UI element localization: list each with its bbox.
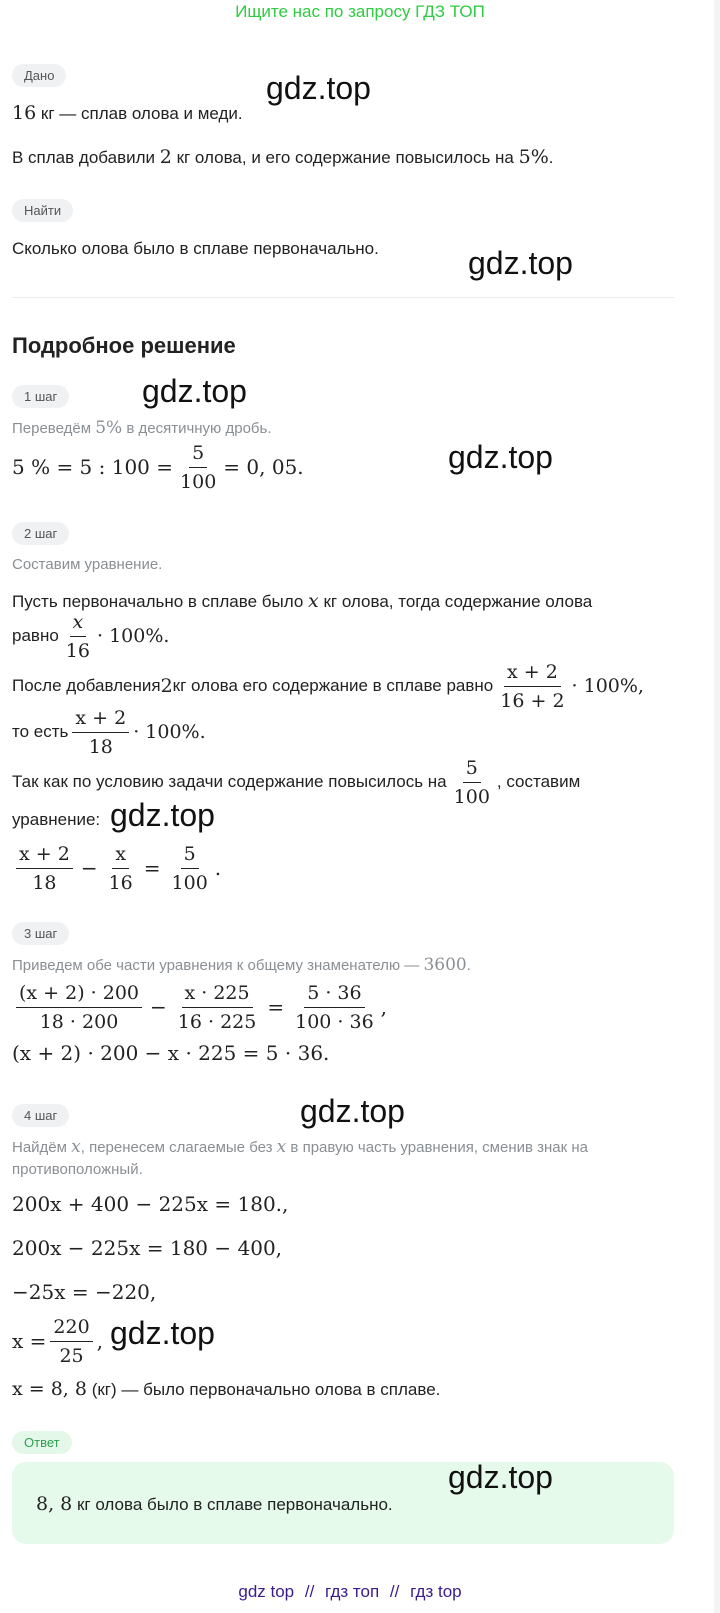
step-4-line-3: −25x = −220, xyxy=(12,1280,157,1304)
fraction: $\frac{5}{100}$ xyxy=(180,441,217,493)
watermark: gdz.top xyxy=(448,439,553,475)
footer-link-gdz-top-mixed[interactable]: гдз top xyxy=(410,1582,462,1601)
step-3-badge: 3 шаг xyxy=(12,922,69,945)
step-1-equation: 5 % = 5 : 100 = $\frac{5}{100}$ = 0, 05. xyxy=(12,441,304,493)
step-3-line-2: (x + 2) · 200 − x · 225 = 5 · 36. xyxy=(12,1041,330,1065)
scrollbar[interactable] xyxy=(714,0,720,1613)
step-3-equation: $\frac{(x + 2) \cdot 200}{18 \cdot 200}$ − $\frac{x \cdot 225}{16 \cdot 225}$ = $\frac{5 \cdot 36}{100 \cdot 36}$ , xyxy=(12,980,387,1034)
fraction: $\frac{x}{16}$ xyxy=(108,842,133,894)
step-2-p3: то есть $\frac{x + 2}{18}$ · 100%. xyxy=(12,706,206,758)
fraction: $\frac{x \cdot 225}{16 \cdot 225}$ xyxy=(177,981,257,1033)
fraction: $\frac{x + 2}{16 + 2}$ xyxy=(500,660,565,712)
solution-title: Подробное решение xyxy=(12,333,236,358)
fraction: $\frac{(x + 2) \cdot 200}{18 \cdot 200}$ xyxy=(16,981,142,1034)
step-2-p1: Пусть первоначально в сплаве было x кг олова, тогда содержание олова xyxy=(12,590,593,612)
step-4-desc: Найдём x, перенесем слагаемые без x в правую часть уравнения, сменив знак на xyxy=(12,1137,588,1157)
given-line-2: В сплав добавили 2 кг олова, и его содержание повысилось на 5%. xyxy=(12,146,554,168)
watermark: gdz.top xyxy=(142,373,247,409)
step-3-desc: Приведем обе части уравнения к общему знаменателю — 3600. xyxy=(12,955,471,975)
fraction: $\frac{220}{25}$ xyxy=(50,1315,92,1368)
step-2-equation: $\frac{x + 2}{18}$ − $\frac{x}{16}$ = $\frac{5}{100}$ . xyxy=(12,842,221,894)
answer-badge: Ответ xyxy=(12,1431,72,1454)
footer-separator: // xyxy=(304,1582,315,1601)
given-mass: 16 xyxy=(12,102,37,124)
step-2-p4: Так как по условию задачи содержание повысилось на $\frac{5}{100}$ , составим xyxy=(12,756,581,808)
footer-link-gdz-top[interactable]: gdz top xyxy=(238,1582,295,1601)
step-2-p4-cont: уравнение: xyxy=(12,810,101,829)
step-2-p2: После добавления 2 кг олова его содержание в сплаве равно $\frac{x + 2}{16 + 2}$ · 100%, xyxy=(12,660,644,712)
fraction: $\frac{x + 2}{18}$ xyxy=(72,706,129,759)
watermark: gdz.top xyxy=(266,70,371,106)
watermark: gdz.top xyxy=(468,245,573,281)
top-banner: Ищите нас по запросу ГДЗ ТОП xyxy=(235,2,485,21)
step-4-line-1: 200x + 400 − 225x = 180., xyxy=(12,1192,289,1216)
step-4-badge: 4 шаг xyxy=(12,1104,69,1127)
step-4-line-2: 200x − 225x = 180 − 400, xyxy=(12,1236,283,1260)
given-badge: Дано xyxy=(12,64,66,87)
fraction: $\frac{5 \cdot 36}{100 \cdot 36}$ xyxy=(295,981,374,1033)
footer-separator: // xyxy=(389,1582,400,1601)
step-4-line-5: x = 8, 8 (кг) — было первоначально олова в сплаве. xyxy=(12,1378,441,1400)
find-badge: Найти xyxy=(12,199,73,222)
given-line-1: 16 кг — сплав олова и меди. xyxy=(12,102,243,124)
watermark: gdz.top xyxy=(110,1315,215,1351)
footer-links xyxy=(0,1582,700,1602)
find-text: Сколько олова было в сплаве первоначально. xyxy=(12,239,379,258)
watermark: gdz.top xyxy=(110,797,215,833)
fraction: $\frac{x}{16}$ xyxy=(65,610,90,662)
step-2-badge: 2 шаг xyxy=(12,522,69,545)
divider xyxy=(12,297,674,298)
fraction: $\frac{5}{100}$ xyxy=(171,842,208,894)
fraction: $\frac{5}{100}$ xyxy=(453,756,490,808)
step-2-desc: Составим уравнение. xyxy=(12,556,163,573)
step-1-desc: Переведём 5% в десятичную дробь. xyxy=(12,418,272,438)
step-4-line-4: x = $\frac{220}{25}$ , xyxy=(12,1315,104,1367)
footer-link-gdz-top-ru[interactable]: гдз топ xyxy=(325,1582,380,1601)
fraction: $\frac{x + 2}{18}$ xyxy=(16,842,73,895)
step-4-desc-cont: противоположный. xyxy=(12,1161,143,1178)
answer-text: 8, 8 кг олова было в сплаве первоначально. xyxy=(36,1493,393,1515)
step-2-p1-cont: равно $\frac{x}{16}$ · 100%. xyxy=(12,610,170,662)
watermark: gdz.top xyxy=(300,1093,405,1129)
watermark: gdz.top xyxy=(448,1459,553,1495)
step-1-badge: 1 шаг xyxy=(12,385,69,408)
